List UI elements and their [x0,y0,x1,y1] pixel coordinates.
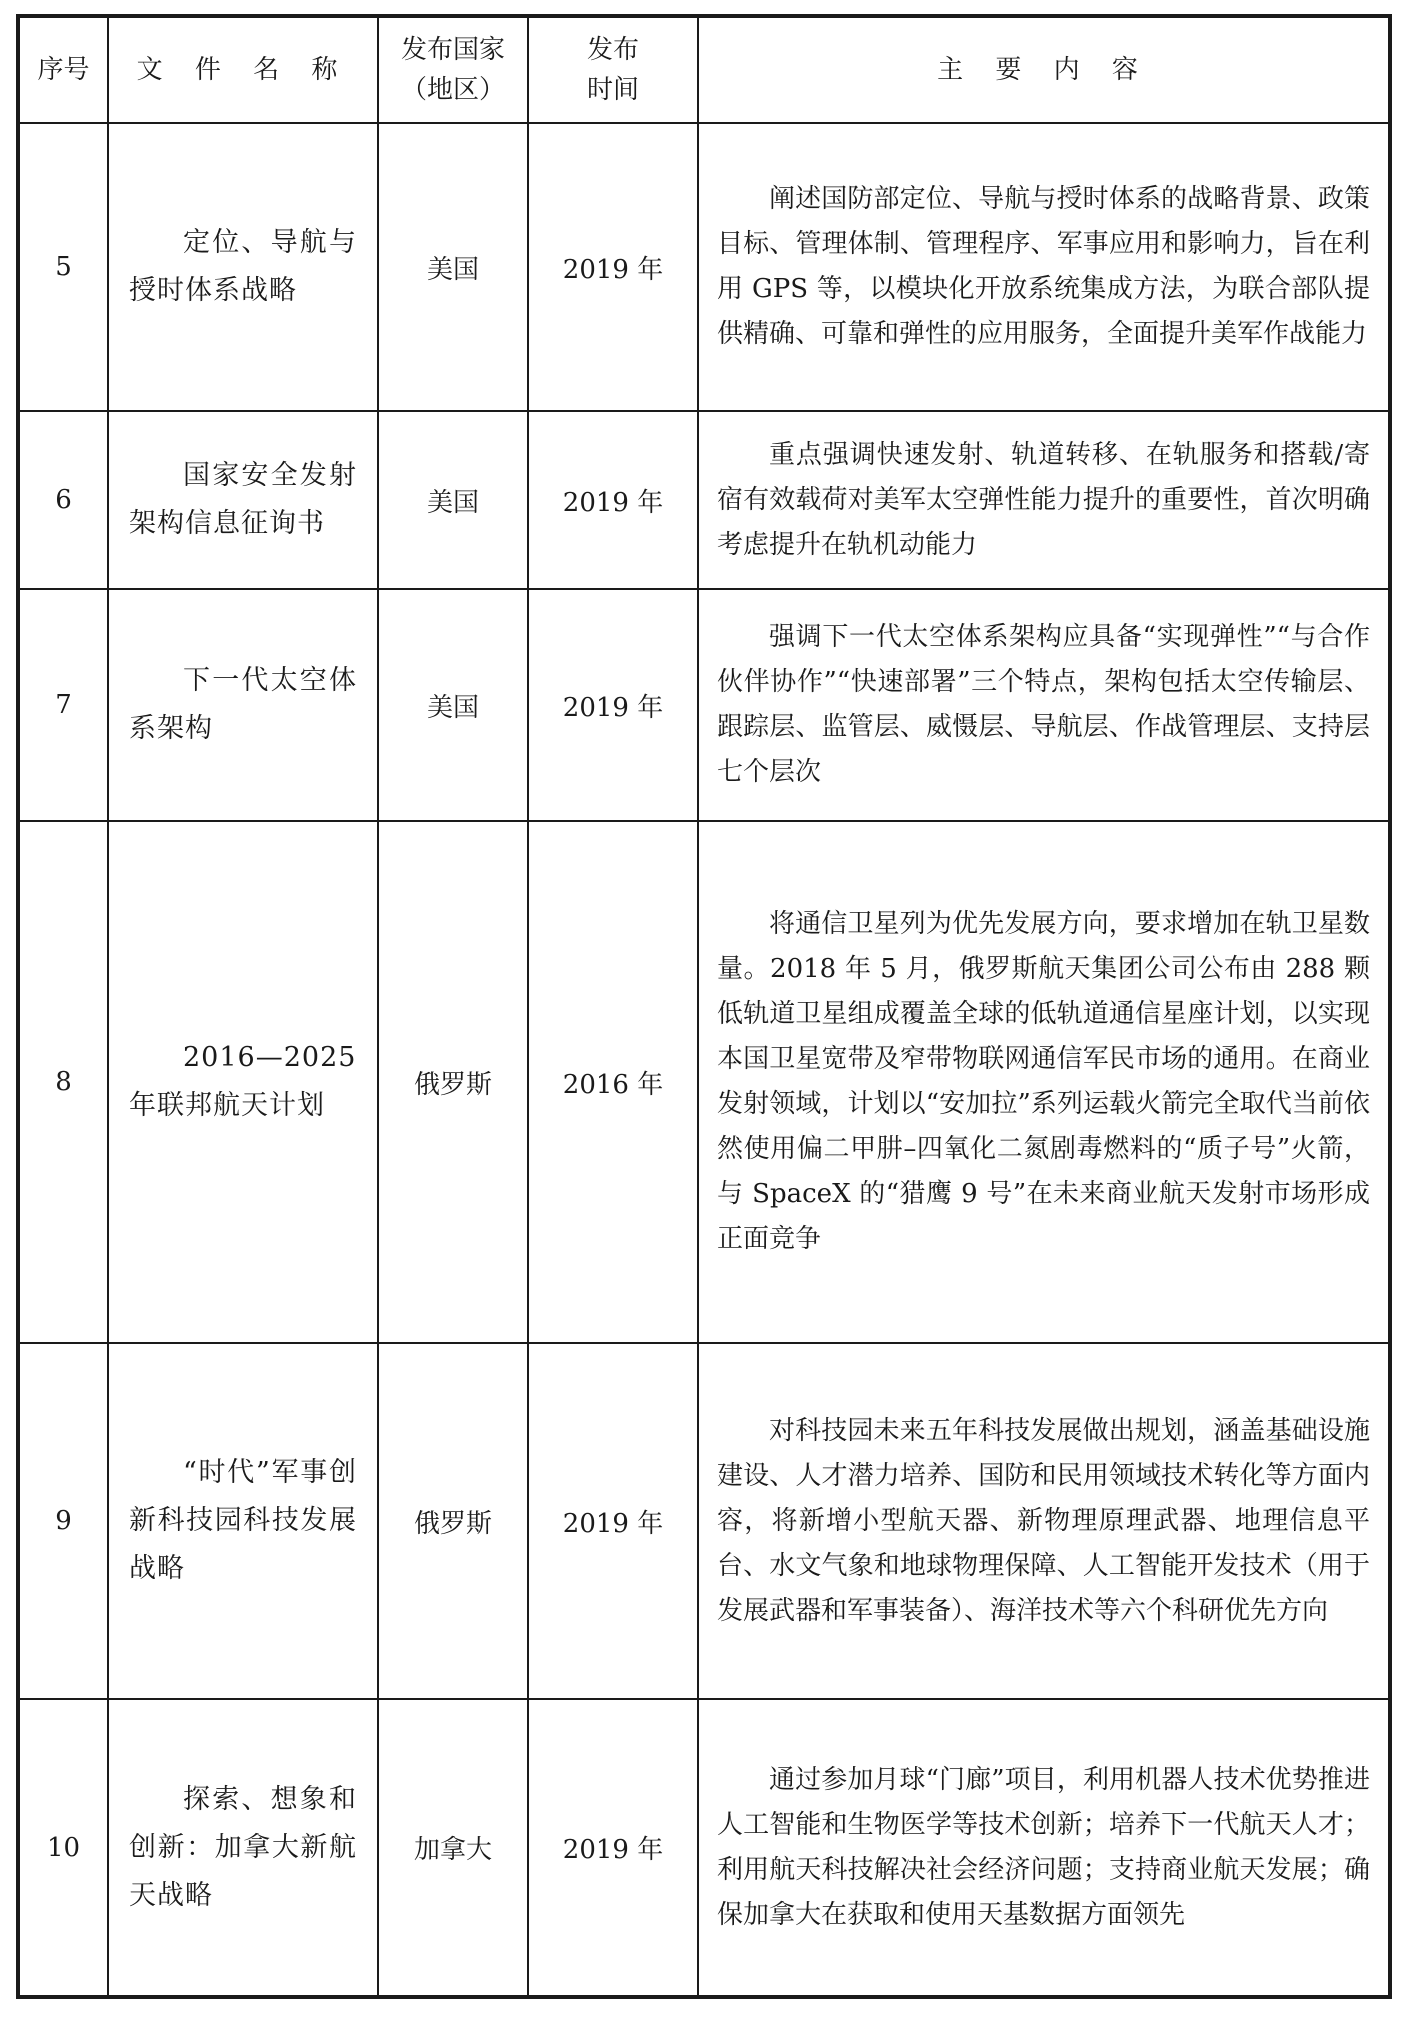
document-page [16,14,1388,1999]
row-time: 2019 年 [528,1343,698,1699]
row-name: 国家安全发射架构信息征询书 [108,411,378,589]
table-row [18,123,1390,411]
row-content: 重点强调快速发射、轨道转移、在轨服务和搭载/寄宿有效载荷对美军太空弹性能力提升的重要性，首次明确考虑提升在轨机动能力 [698,411,1390,589]
row-name: 下一代太空体系架构 [108,589,378,821]
row-country: 美国 [378,589,528,821]
table-row [18,821,1390,1343]
header-name: 文 件 名 称 [108,16,378,123]
row-no: 6 [18,411,108,589]
header-time-line2: 时间 [586,75,639,105]
row-time: 2019 年 [528,589,698,821]
header-country [378,16,528,123]
row-content: 通过参加月球“门廊”项目，利用机器人技术优势推进人工智能和生物医学等技术创新；培养下一代航天人才；利用航天科技解决社会经济问题；支持商业航天发展；确保加拿大在获取和使用天基数据方面领先 [698,1699,1390,1997]
row-country: 美国 [378,411,528,589]
strategy-table [16,14,1392,1999]
row-name: “时代”军事创新科技园科技发展战略 [108,1343,378,1699]
row-name: 探索、想象和创新：加拿大新航天战略 [108,1699,378,1997]
table-row [18,1343,1390,1699]
row-content: 将通信卫星列为优先发展方向，要求增加在轨卫星数量。2018 年 5 月，俄罗斯航天集团公司公布由 288 颗低轨道卫星组成覆盖全球的低轨道通信星座计划，以实现本国卫星宽带及窄带物联网通信军民市场的通用。在商业发射领域，计划以“安加拉”系列运载火箭完全取代当前依然使用偏二甲肼–四氧化二氮剧毒燃料的“质子号”火箭，与 SpaceX 的“猎鹰 9 号”在未来商业航天发射市场形成正面竞争 [698,821,1390,1343]
header-no: 序号 [18,16,108,123]
row-time: 2019 年 [528,1699,698,1997]
table-row [18,589,1390,821]
header-content: 主 要 内 容 [698,16,1390,123]
row-country: 俄罗斯 [378,821,528,1343]
table-row [18,411,1390,589]
row-time: 2019 年 [528,123,698,411]
row-content: 对科技园未来五年科技发展做出规划，涵盖基础设施建设、人才潜力培养、国防和民用领域技术转化等方面内容，将新增小型航天器、新物理原理武器、地理信息平台、水文气象和地球物理保障、人工智能开发技术（用于发展武器和军事装备）、海洋技术等六个科研优先方向 [698,1343,1390,1699]
row-time: 2016 年 [528,821,698,1343]
row-no: 7 [18,589,108,821]
row-no: 10 [18,1699,108,1997]
row-time: 2019 年 [528,411,698,589]
row-name: 定位、导航与授时体系战略 [108,123,378,411]
header-time [528,16,698,123]
header-country-line1: 发布国家 [400,35,505,65]
table-row [18,1699,1390,1997]
row-country: 俄罗斯 [378,1343,528,1699]
row-name: 2016—2025 年联邦航天计划 [108,821,378,1343]
row-country: 美国 [378,123,528,411]
header-time-line1: 发布 [586,35,639,65]
table-header-row [18,16,1390,123]
row-country: 加拿大 [378,1699,528,1997]
row-no: 5 [18,123,108,411]
row-content: 强调下一代太空体系架构应具备“实现弹性”“与合作伙伴协作”“快速部署”三个特点，架构包括太空传输层、跟踪层、监管层、威慑层、导航层、作战管理层、支持层七个层次 [698,589,1390,821]
row-no: 8 [18,821,108,1343]
header-country-line2: （地区） [400,75,505,105]
row-content: 阐述国防部定位、导航与授时体系的战略背景、政策目标、管理体制、管理程序、军事应用和影响力，旨在利用 GPS 等，以模块化开放系统集成方法，为联合部队提供精确、可靠和弹性的应用服务，全面提升美军作战能力 [698,123,1390,411]
row-no: 9 [18,1343,108,1699]
